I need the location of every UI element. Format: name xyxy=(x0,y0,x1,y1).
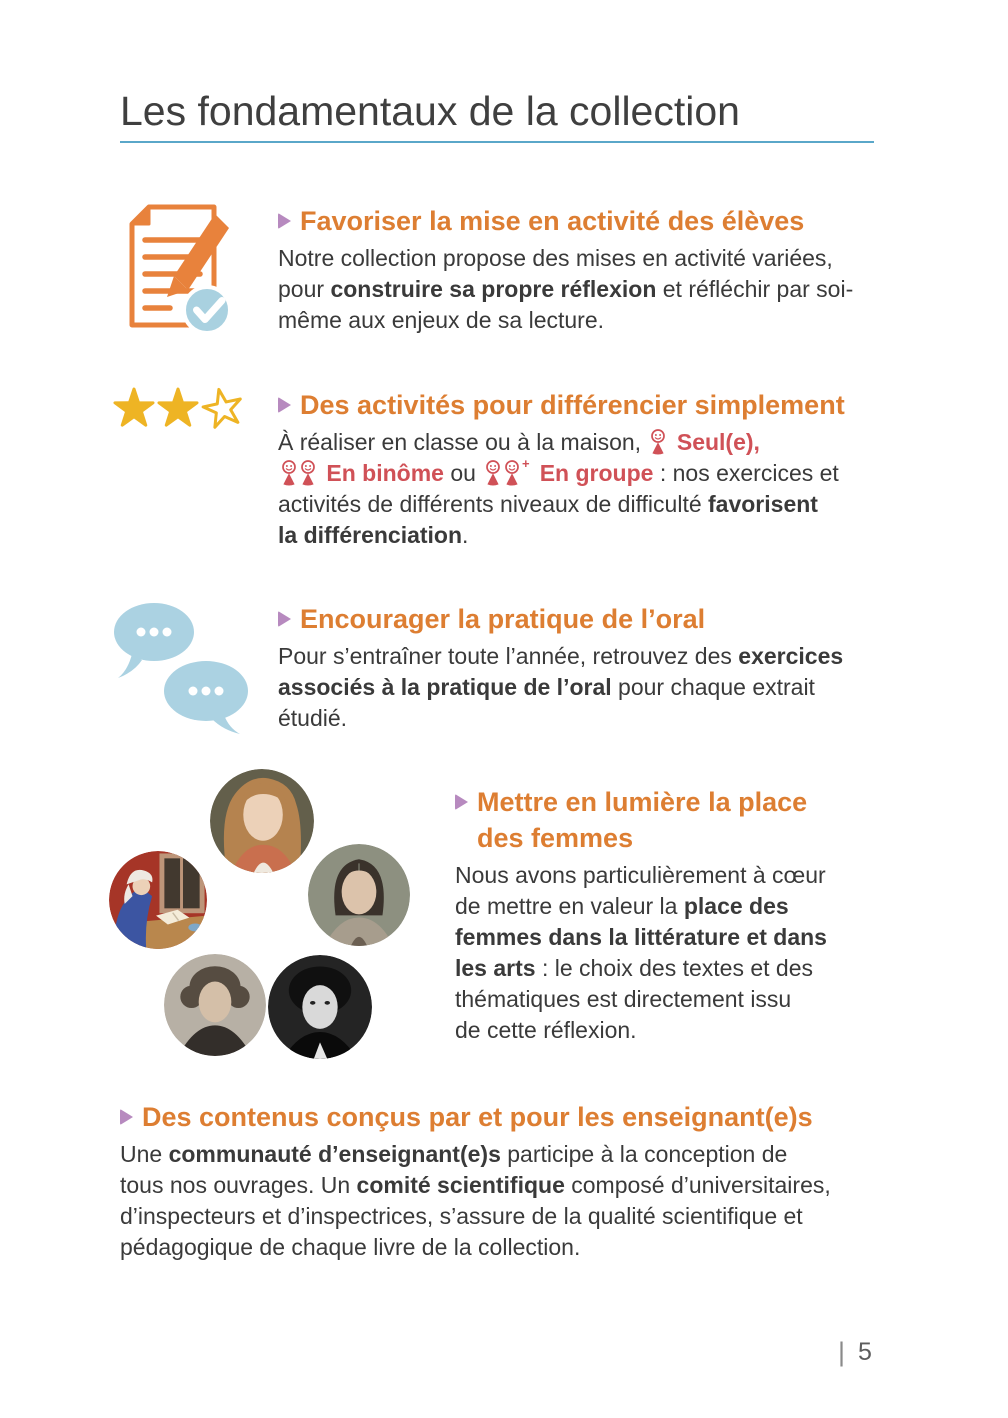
section-heading xyxy=(120,1099,970,1135)
bullet-arrow-icon xyxy=(120,1109,133,1125)
page-number-separator: | xyxy=(838,1337,846,1367)
section-body: Nous avons particulièrement à cœur de mettre en valeur la place des femmes dans la littérature et dans les arts : le choix des textes et des thématiques est directement issu de cette réflexion. xyxy=(455,862,827,1043)
section-heading-text: Favoriser la mise en activité des élèves xyxy=(300,206,805,236)
section-heading-text: Des contenus conçus par et pour les enseignant(e)s xyxy=(142,1102,813,1132)
stars-rating-icon xyxy=(112,386,246,432)
section-heading xyxy=(278,387,958,423)
section-heading xyxy=(455,784,905,856)
section-mise-en-activite xyxy=(278,203,958,336)
person-pair-icon xyxy=(279,459,319,486)
section-place-des-femmes xyxy=(455,784,905,1046)
section-body: Une communauté d’enseignant(e)s participe à la conception de tous nos ouvrages. Un comité scientifique composé d’universitaires, d’inspecteurs et d’inspectrices, s’assure de la qualité scientifique et pédagogique de chaque livre de la collection. xyxy=(120,1141,831,1260)
section-differencier xyxy=(278,387,958,551)
section-heading-text: Encourager la pratique de l’oral xyxy=(300,604,706,634)
section-body: À réaliser en classe ou à la maison, Seul(e), En binôme ou + En groupe : nos exercices et activités de différents niveaux de difficulté favorisent la différenciation. xyxy=(278,429,839,548)
section-body: Pour s’entraîner toute l’année, retrouvez des exercices associés à la pratique de l’oral pour chaque extrait étudié. xyxy=(278,643,844,731)
section-contenus-enseignants xyxy=(120,1099,970,1263)
portrait-photo-3 xyxy=(308,844,410,946)
section-body: Notre collection propose des mises en activité variées, pour construire sa propre réflexion et réfléchir par soi- même aux enjeux de sa lecture. xyxy=(278,245,854,333)
person-group-icon xyxy=(483,459,532,486)
speech-bubbles-icon xyxy=(108,598,254,736)
person-single-icon xyxy=(648,428,669,455)
section-heading-text: Des activités pour différencier simplement xyxy=(300,390,845,420)
women-portraits-cluster xyxy=(105,765,417,1065)
section-pratique-oral xyxy=(278,601,958,734)
page-title: Les fondamentaux de la collection xyxy=(120,88,740,134)
portrait-photo-2 xyxy=(109,851,207,949)
section-heading xyxy=(278,203,958,239)
bullet-arrow-icon xyxy=(455,794,468,810)
portrait-photo-5 xyxy=(268,955,372,1059)
bullet-arrow-icon xyxy=(278,213,291,229)
section-heading xyxy=(278,601,958,637)
section-heading-text: Mettre en lumière la place des femmes xyxy=(477,787,808,853)
page-number-value: 5 xyxy=(858,1338,872,1366)
title-underline xyxy=(120,141,874,143)
bullet-arrow-icon xyxy=(278,611,291,627)
document-pencil-check-icon xyxy=(112,200,238,336)
bullet-arrow-icon xyxy=(278,397,291,413)
svg-text:+: + xyxy=(522,459,530,471)
portrait-photo-1 xyxy=(210,769,314,873)
portrait-photo-4 xyxy=(164,954,266,1056)
page-number xyxy=(838,1337,872,1368)
